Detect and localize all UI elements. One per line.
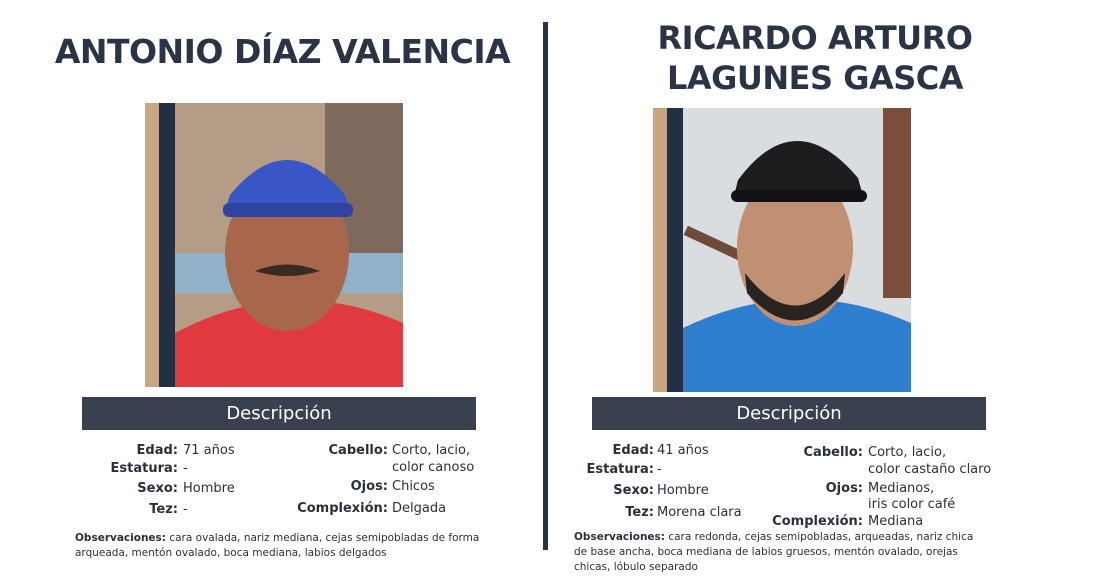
observations-label: Observaciones: [75,532,167,544]
field-label: Estatura: [110,461,178,476]
description-header: Descripción [592,397,986,430]
observations [75,531,535,561]
field-value: Medianos, [868,481,935,496]
field-value-cont: color castaño claro [868,462,992,477]
field-label: Sexo: [137,481,178,496]
field-value: Morena clara [657,505,742,520]
frame-stripe-navy [159,103,175,387]
observations-text: cara redonda, cejas semipobladas, arqueadas, nariz chica [665,531,974,543]
field-value: Delgada [392,501,447,516]
field-label: Complexión: [297,501,388,516]
center-divider [543,22,548,550]
person-card-1 [0,0,540,580]
field-label: Ojos: [350,479,388,494]
field-value: Hombre [657,483,709,498]
field-value: Corto, lacio, [392,443,471,458]
field-value: 41 años [657,443,709,458]
field-label: Edad: [136,443,178,458]
photo-frame [653,108,911,392]
frame-stripe-tan [145,103,159,387]
field-value: - [657,462,662,477]
field-label: Ojos: [825,481,863,496]
observations-label: Observaciones: [574,531,666,543]
field-label: Complexión: [772,514,863,529]
person-name-line1: RICARDO ARTURO [657,19,973,57]
photo-frame [145,103,403,387]
field-label: Edad: [612,443,654,458]
field-value: - [183,461,188,476]
observations-text: chicas, lóbulo separado [574,561,698,573]
person-name [580,18,1050,98]
person-photo [683,108,911,392]
field-value: Corto, lacio, [868,445,947,460]
observations [574,530,1094,575]
field-label: Cabello: [803,445,863,460]
person-photo [175,103,403,387]
field-value-cont: iris color café [868,497,956,512]
observations-text: cara ovalada, nariz mediana, cejas semipobladas de forma [166,532,480,544]
observations-text: de base ancha, boca mediana de labios gruesos, mentón ovalado, orejas [574,546,958,558]
field-label: Tez: [625,505,654,520]
field-label: Estatura: [586,462,654,477]
field-label: Cabello: [328,443,388,458]
field-value: Mediana [868,514,924,529]
frame-stripe-navy [667,108,683,392]
person-name: ANTONIO DÍAZ VALENCIA [54,32,511,71]
field-value: - [183,502,188,517]
field-label: Tez: [149,502,178,517]
observations-text: arqueada, mentón ovalado, boca mediana, labios delgados [75,547,387,559]
person-card-2 [550,0,1100,580]
field-value-cont: color canoso [392,460,475,475]
person-name-line2: LAGUNES GASCA [666,59,964,97]
field-value: Hombre [183,481,235,496]
frame-stripe-tan [653,108,667,392]
field-label: Sexo: [613,483,654,498]
field-value: 71 años [183,443,235,458]
field-value: Chicos [392,479,435,494]
description-header: Descripción [82,397,476,430]
